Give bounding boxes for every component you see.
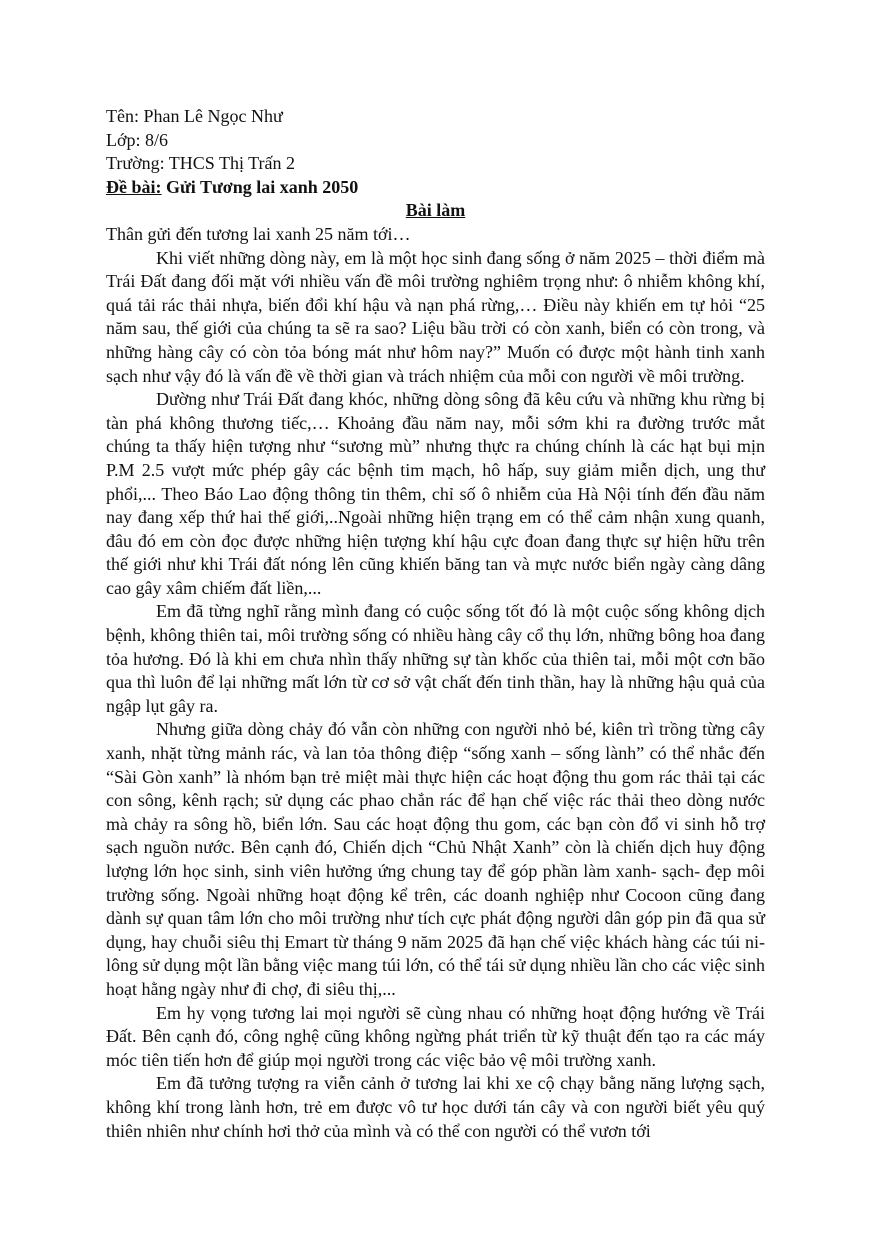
essay-greeting: Thân gửi đến tương lai xanh 25 năm tới…: [106, 223, 411, 244]
essay-paragraph: Em đã từng nghĩ rằng mình đang có cuộc sống tốt đó là một cuộc sống không dịch bệnh, không thiên tai, môi trường sống có nhiều hàng cây cổ thụ lớn, những bông hoa đang tỏa hương. Đó là khi em chưa nhìn thấy những sự tàn khốc của thiên tai, mỗi một cơn bão qua thì luôn để lại những mất lớn từ cơ sở vật chất đến tinh thần, hay là những hậu quả của ngập lụt gây ra.: [106, 601, 765, 716]
essay-paragraph: Dường như Trái Đất đang khóc, những dòng sông đã kêu cứu và những khu rừng bị tàn phá không thương tiếc,… Khoảng đầu năm nay, mỗi sớm khi ra đường trước mắt chúng ta thấy hiện tượng như “sương mù” nhưng thực ra chúng chính là các hạt bụi mịn P.M 2.5 vượt mức phép gây các bệnh tim mạch, hô hấp, suy giảm miễn dịch, ung thư phổi,... Theo Báo Lao động thông tin thêm, chỉ số ô nhiễm của Hà Nội tính đến đầu năm nay đang xếp thứ hai thế giới,..Ngoài những hiện trạng em có thể cảm nhận xung quanh, đâu đó em còn đọc được những hiện tượng khí hậu cực đoan đang thực sự hiện hữu trên thế giới như khi Trái đất nóng lên cũng khiến băng tan và mực nước biển ngày càng dâng cao gây xâm chiếm đất liền,...: [106, 389, 765, 598]
essay-paragraph: Em đã tưởng tượng ra viễn cảnh ở tương lai khi xe cộ chạy bằng năng lượng sạch, không khí trong lành hơn, trẻ em được vô tư học dưới tán cây và con người biết yêu quý thiên nhiên như chính hơi thở của mình và có thể con người có thể vươn tới: [106, 1073, 765, 1141]
assignment-topic: Gửi Tương lai xanh 2050: [161, 176, 359, 197]
essay-title: Bài làm: [405, 200, 466, 221]
assignment-line: [106, 176, 765, 200]
student-class: Lớp: 8/6: [106, 129, 169, 150]
essay-paragraph: Em hy vọng tương lai mọi người sẽ cùng nhau có những hoạt động hướng về Trái Đất. Bên cạnh đó, công nghệ cũng không ngừng phát triển từ kỹ thuật đến tạo ra các máy móc tiên tiến hơn để giúp mọi người trong các việc bảo vệ môi trường xanh.: [106, 1002, 765, 1070]
essay-paragraph: Khi viết những dòng này, em là một học sinh đang sống ở năm 2025 – thời điểm mà Trái Đất đang đối mặt với nhiều vấn đề môi trường nghiêm trọng như: ô nhiễm không khí, quá tải rác thải nhựa, biến đổi khí hậu và nạn phá rừng,… Điều này khiến em tự hỏi “25 năm sau, thế giới của chúng ta sẽ ra sao? Liệu bầu trời có còn xanh, biển có còn trong, và những hàng cây có còn tỏa bóng mát như hôm nay?” Muốn có được một hành tinh xanh sạch như vậy đó là vấn đề về thời gian và trách nhiệm của mỗi con người về môi trường.: [106, 247, 765, 386]
student-school: Trường: THCS Thị Trấn 2: [106, 153, 296, 174]
assignment-label: Đề bài:: [106, 176, 162, 197]
essay-paragraph: Nhưng giữa dòng chảy đó vẫn còn những con người nhỏ bé, kiên trì trồng từng cây xanh, nhặt từng mảnh rác, và lan tỏa thông điệp “sống xanh – sống lành” có thể nhắc đến “Sài Gòn xanh” là nhóm bạn trẻ miệt mài thực hiện các hoạt động thu gom rác thải tại các con sông, kênh rạch; sử dụng các phao chắn rác để hạn chế việc rác thải theo dòng nước mà chảy ra sông hồ, biển lớn. Sau các hoạt động thu gom, các bạn còn đổ vi sinh hỗ trợ sạch nguồn nước. Bên cạnh đó, Chiến dịch “Chủ Nhật Xanh” còn là chiến dịch huy động lượng lớn học sinh, sinh viên hưởng ứng chung tay để góp phần làm xanh- sạch- đẹp môi trường sống. Ngoài những hoạt động kể trên, các doanh nghiệp như Cocoon cũng đang dành sự quan tâm lớn cho môi trường như tích cực phát động người dân góp pin đã qua sử dụng, hay chuỗi siêu thị Emart từ tháng 9 năm 2025 đã hạn chế việc khách hàng các túi ni-lông sử dụng một lần bằng việc mang túi lớn, có thể tái sử dụng nhiều lần cho các việc sinh hoạt hằng ngày như đi chợ, đi siêu thị,...: [106, 719, 765, 999]
student-name: Tên: Phan Lê Ngọc Như: [106, 106, 283, 126]
